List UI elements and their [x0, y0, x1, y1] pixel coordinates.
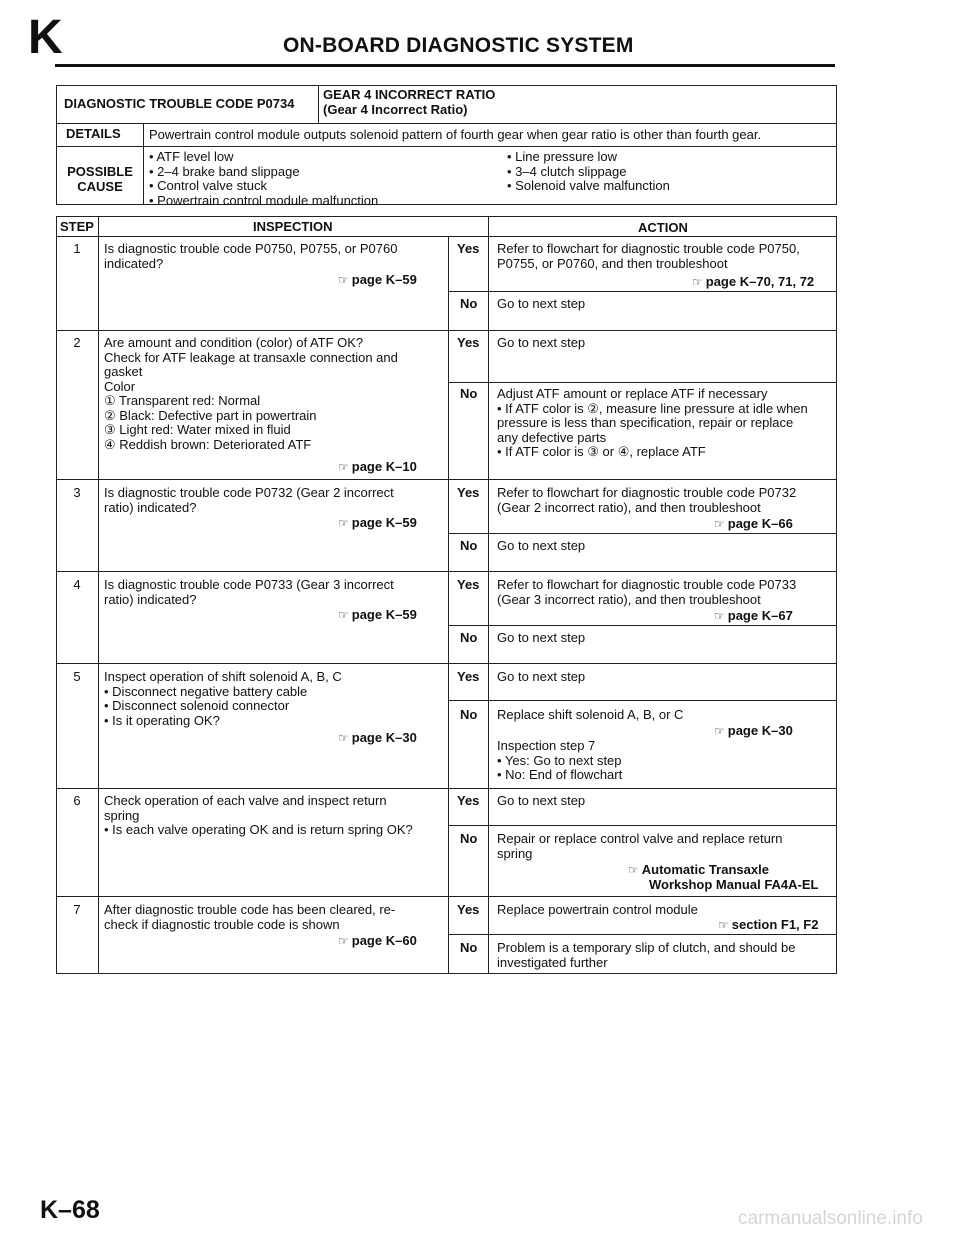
page-reference: ☞ page K–66 — [714, 516, 793, 531]
header-step: STEP — [60, 219, 94, 234]
pointing-hand-icon: ☞ — [338, 731, 349, 745]
divider — [56, 663, 837, 664]
watermark: carmanualsonline.info — [738, 1208, 923, 1229]
yes-action: Go to next step — [497, 669, 586, 684]
divider — [448, 825, 837, 826]
divider — [448, 382, 837, 383]
step-number: 5 — [73, 669, 81, 684]
yes-label: Yes — [457, 577, 480, 592]
divider — [56, 788, 837, 789]
divider — [448, 291, 837, 292]
divider — [318, 85, 319, 123]
no-label: No — [460, 630, 478, 645]
header-action: ACTION — [638, 220, 688, 235]
page-reference: ☞ page K–59 — [338, 515, 417, 530]
page-reference: ☞ page K–10 — [338, 459, 417, 474]
step-number: 2 — [73, 335, 81, 350]
dtc-code-label: DIAGNOSTIC TROUBLE CODE P0734 — [64, 96, 295, 111]
pointing-hand-icon: ☞ — [338, 460, 349, 474]
page-reference: ☞ page K–59 — [338, 272, 417, 287]
dtc-name-sub: (Gear 4 Incorrect Ratio) — [323, 102, 468, 117]
pointing-hand-icon: ☞ — [338, 273, 349, 287]
step-number: 4 — [73, 577, 81, 592]
no-label: No — [460, 386, 478, 401]
yes-action: Refer to flowchart for diagnostic trouble code P0732 (Gear 2 incorrect ratio), and then troubleshoot — [497, 485, 797, 515]
yes-action: Go to next step — [497, 793, 586, 808]
no-label: No — [460, 707, 478, 722]
cause-list-left: • ATF level low • 2–4 brake band slippage • Control valve stuck • Powertrain control module malfunction — [149, 149, 379, 208]
yes-action: Refer to flowchart for diagnostic trouble code P0733 (Gear 3 incorrect ratio), and then troubleshoot — [497, 577, 797, 607]
divider — [448, 934, 837, 935]
no-action: Go to next step — [497, 538, 586, 553]
inspection-text: After diagnostic trouble code has been cleared, re- check if diagnostic trouble code is shown — [104, 902, 396, 932]
yes-label: Yes — [457, 241, 480, 256]
step-number: 3 — [73, 485, 81, 500]
yes-label: Yes — [457, 793, 480, 808]
no-action: Go to next step — [497, 630, 586, 645]
pointing-hand-icon: ☞ — [628, 863, 639, 877]
divider — [448, 700, 837, 701]
yes-action: Refer to flowchart for diagnostic trouble code P0750, P0755, or P0760, and then troubleshoot — [497, 241, 800, 271]
title-rule — [55, 64, 835, 67]
divider — [56, 236, 837, 237]
yes-label: Yes — [457, 669, 480, 684]
page-number: K–68 — [40, 1196, 100, 1224]
pointing-hand-icon: ☞ — [718, 918, 729, 932]
yes-action: Go to next step — [497, 335, 586, 350]
page-title: ON-BOARD DIAGNOSTIC SYSTEM — [283, 34, 634, 57]
pointing-hand-icon: ☞ — [338, 516, 349, 530]
manual-reference: Workshop Manual FA4A-EL — [649, 877, 819, 892]
step-number: 1 — [73, 241, 81, 256]
page-reference: ☞ page K–30 — [338, 730, 417, 745]
page-reference: ☞ page K–30 — [714, 723, 793, 738]
inspection-text: Check operation of each valve and inspect return spring • Is each valve operating OK and is return spring OK? — [104, 793, 413, 837]
divider — [56, 571, 837, 572]
inspection-text: Is diagnostic trouble code P0733 (Gear 3 incorrect ratio) indicated? — [104, 577, 394, 607]
no-action-detail: Inspection step 7 • Yes: Go to next step • No: End of flowchart — [497, 738, 623, 782]
cause-label: POSSIBLE — [67, 164, 133, 179]
no-action: Adjust ATF amount or replace ATF if necessary • If ATF color is ②, measure line pressure at idle when pressure is less than specification, repair or replace any defective parts • If ATF color is ③ or ④, replace ATF — [497, 386, 808, 459]
pointing-hand-icon: ☞ — [714, 609, 725, 623]
page-reference: ☞ section F1, F2 — [718, 917, 819, 932]
details-text: Powertrain control module outputs solenoid pattern of fourth gear when gear ratio is other than fourth gear. — [149, 127, 762, 142]
no-label: No — [460, 831, 478, 846]
pointing-hand-icon: ☞ — [714, 517, 725, 531]
no-label: No — [460, 940, 478, 955]
no-label: No — [460, 538, 478, 553]
inspection-text: Is diagnostic trouble code P0732 (Gear 2 incorrect ratio) indicated? — [104, 485, 394, 515]
divider — [56, 146, 837, 147]
inspection-text: Inspect operation of shift solenoid A, B, C • Disconnect negative battery cable • Disconnect solenoid connector • Is it operating OK? — [104, 669, 342, 728]
step-number: 6 — [73, 793, 81, 808]
no-action: Replace shift solenoid A, B, or C — [497, 707, 684, 722]
divider — [56, 330, 837, 331]
manual-reference: ☞ Automatic Transaxle — [628, 862, 769, 877]
no-action: Problem is a temporary slip of clutch, and should be investigated further — [497, 940, 796, 970]
dtc-name: GEAR 4 INCORRECT RATIO — [323, 87, 496, 102]
yes-label: Yes — [457, 335, 480, 350]
pointing-hand-icon: ☞ — [338, 934, 349, 948]
page-reference: ☞ page K–60 — [338, 933, 417, 948]
divider — [448, 236, 449, 974]
page-reference: ☞ page K–67 — [714, 608, 793, 623]
details-label: DETAILS — [66, 126, 121, 141]
inspection-text: Is diagnostic trouble code P0750, P0755, or P0760 indicated? — [104, 241, 398, 271]
pointing-hand-icon: ☞ — [714, 724, 725, 738]
pointing-hand-icon: ☞ — [692, 275, 703, 289]
step-number: 7 — [73, 902, 81, 917]
yes-label: Yes — [457, 902, 480, 917]
divider — [448, 625, 837, 626]
inspection-text: Are amount and condition (color) of ATF OK? Check for ATF leakage at transaxle connection and gasket Color ① Transparent red: Normal ② Black: Defective part in powertrain ③ Light red: Water mixed in fluid ④ Reddish brown: Deteriorated ATF — [104, 335, 398, 452]
section-letter: K — [28, 11, 63, 64]
cause-label: CAUSE — [77, 179, 123, 194]
no-label: No — [460, 296, 478, 311]
cause-list-right: • Line pressure low • 3–4 clutch slippage • Solenoid valve malfunction — [507, 149, 670, 193]
no-action: Repair or replace control valve and replace return spring — [497, 831, 783, 861]
divider — [56, 896, 837, 897]
divider — [448, 533, 837, 534]
yes-label: Yes — [457, 485, 480, 500]
divider — [56, 479, 837, 480]
header-inspection: INSPECTION — [253, 219, 333, 234]
divider — [56, 123, 837, 124]
page-reference: ☞ page K–59 — [338, 607, 417, 622]
yes-action: Replace powertrain control module — [497, 902, 698, 917]
divider — [143, 123, 144, 205]
no-action: Go to next step — [497, 296, 586, 311]
pointing-hand-icon: ☞ — [338, 608, 349, 622]
page-reference: ☞ page K–70, 71, 72 — [692, 274, 815, 289]
